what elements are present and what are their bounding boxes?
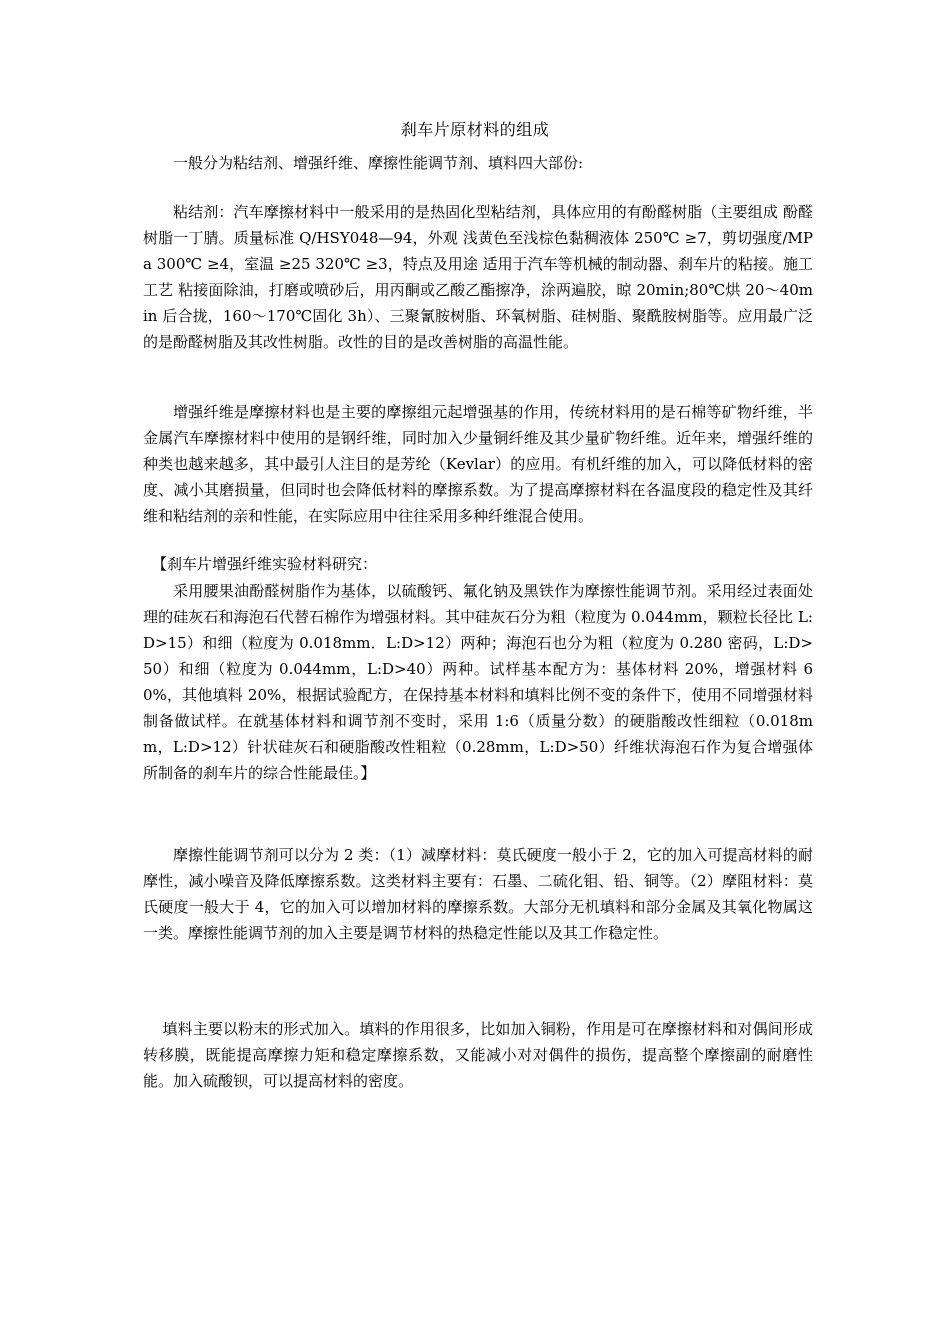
study-heading: 【刹车片增强纤维实验材料研究： (152, 555, 378, 573)
filler-paragraph: 填料主要以粉末的形式加入。填料的作用很多，比如加入铜粉，作用是可在摩擦材料和对偶间形成转移膜，既能提高摩擦力矩和稳定摩擦系数，又能减小对对偶件的损伤，提高整个摩擦副的耐磨性能。加入硫酸钡，可以提高材料的密度。 (143, 1020, 813, 1090)
fiber-paragraph: 增强纤维是摩擦材料也是主要的摩擦组元起增强基的作用，传统材料用的是石棉等矿物纤维，半金属汽车摩擦材料中使用的是钢纤维，同时加入少量铜纤维及其少量矿物纤维。近年来，增强纤维的种类也越来越多，其中最引人注目的是芳纶（Kevlar）的应用。有机纤维的加入，可以降低材料的密度、减小其磨损量，但同时也会降低材料的摩擦系数。为了提高摩擦材料在各温度段的稳定性及其纤维和粘结剂的亲和性能，在实际应用中往往采用多种纤维混合使用。 (143, 403, 813, 525)
document-title: 刹车片原材料的组成 (400, 120, 550, 139)
binder-paragraph: 粘结剂：汽车摩擦材料中一般采用的是热固化型粘结剂，具体应用的有酚醛树脂（主要组成 酚醛树脂一丁腈。质量标准 Q/HSY048—94，外观 浅黄色至浅棕色黏稠液体 250℃ ≥7，剪切强度/MPa 300℃ ≥4，室温 ≥25 320℃ ≥3，特点及用途 适用于汽车等机械的制动器、刹车片的粘接。施工工艺 粘接面除油，打磨或喷砂后，用丙酮或乙酸乙酯擦净，涂两遍胶，晾 20min;80℃烘 20～40min 后合拢，160～170℃固化 3h）、三聚氰胺树脂、环氧树脂、硅树脂、聚酰胺树脂等。应用最广泛的是酚醛树脂及其改性树脂。改性的目的是改善树脂的高温性能。 (143, 203, 813, 351)
study-paragraph: 采用腰果油酚醛树脂作为基体，以硫酸钙、氟化钠及黑铁作为摩擦性能调节剂。采用经过表面处理的硅灰石和海泡石代替石棉作为增强材料。其中硅灰石分为粗（粒度为 0.044mm，颗粒长径比 L:D>15）和细（粒度为 0.018mm．L:D>12）两种；海泡石也分为粗（粒度为 0.280 密码，L:D>50）和细（粒度为 0.044mm，L:D>40）两种。试样基本配方为：基体材料 20%，增强材料 60%，其他填料 20%，根据试验配方，在保持基本材料和填料比例不变的条件下，使用不同增强材料制备做试样。在就基体材料和调节剂不变时，采用 1:6（质量分数）的硬脂酸改性细粒（0.018mm，L:D>12）针状硅灰石和硬脂酸改性粗粒（0.28mm，L:D>50）纤维状海泡石作为复合增强体所制备的刹车片的综合性能最佳。】 (143, 582, 813, 782)
intro-paragraph: 一般分为粘结剂、增强纤维、摩擦性能调节剂、填料四大部份: (173, 154, 584, 172)
modifier-paragraph: 摩擦性能调节剂可以分为 2 类：（1）减摩材料：莫氏硬度一般小于 2，它的加入可提高材料的耐摩性，减小噪音及降低摩擦系数。这类材料主要有：石墨、二硫化钼、铅、铜等。（2）摩阻材料：莫氏硬度一般大于 4，它的加入可以增加材料的摩擦系数。大部分无机填料和部分金属及其氧化物属这一类。摩擦性能调节剂的加入主要是调节材料的热稳定性能以及其工作稳定性。 (143, 846, 813, 942)
